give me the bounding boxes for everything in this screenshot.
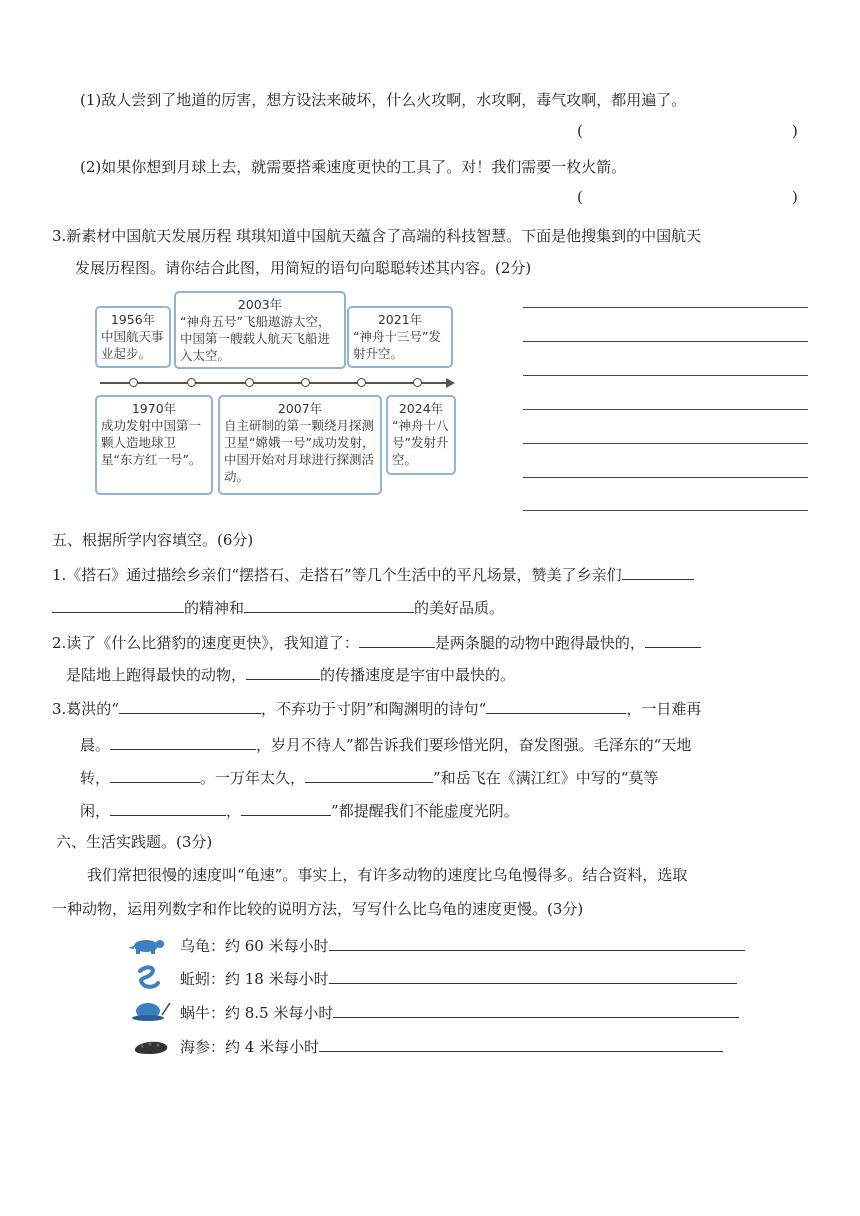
animal-speed-text: 蜗牛：约 8.5 米每小时 — [180, 1004, 334, 1022]
s6-paragraph-2: 一种动物，运用列数字和作比较的说明方法，写写什么比乌龟的速度更慢。(3分) — [52, 900, 584, 918]
section-6-title: 六、生活实践题。(3分) — [56, 833, 213, 851]
timeline-year: 2021年 — [377, 312, 423, 327]
answer-line[interactable] — [523, 375, 808, 376]
answer-line[interactable] — [523, 443, 808, 444]
s5-q2-line-1 — [52, 631, 701, 653]
q3-line-1: 3.新素材中国航天发展历程 琪琪知道中国航天蕴含了高端的科技智慧。下面是他搜集到的中国航天 — [52, 227, 702, 245]
answer-paren-close: ) — [792, 122, 798, 140]
s5-q1-line-2 — [52, 596, 504, 618]
timeline-text: 自主研制的第一颗绕月探测卫星“嫦娥一号”成功发射，中国开始对月球进行探测活动。 — [224, 418, 375, 484]
fill-blank[interactable] — [52, 596, 184, 613]
s5-q3-line-1 — [52, 697, 701, 719]
timeline-year: 2007年 — [277, 401, 323, 416]
timeline-box-2003 — [174, 291, 346, 369]
animal-row-turtle — [180, 934, 745, 956]
fill-blank[interactable] — [329, 934, 745, 951]
s5-q1-end: 的美好品质。 — [414, 599, 505, 617]
fill-blank[interactable] — [244, 596, 414, 613]
fill-blank[interactable] — [110, 766, 200, 783]
timeline-dot — [129, 378, 138, 387]
animal-row-sea-cucumber — [180, 1035, 723, 1057]
s6-paragraph-1: 我们常把很慢的速度叫“龟速”。事实上，有许多动物的速度比乌龟慢得多。结合资料，选取 — [87, 866, 688, 884]
s5-q3-text: ，不弃功于寸阴”和陶渊明的诗句“ — [260, 700, 487, 718]
timeline-dot — [357, 378, 366, 387]
timeline-year: 1956年 — [110, 312, 156, 327]
timeline-box-1956 — [95, 306, 171, 368]
s5-q3-text: 闲， — [80, 802, 111, 820]
animal-row-earthworm — [180, 967, 737, 989]
timeline-dot — [301, 378, 310, 387]
timeline-text: “神舟五号”飞船遨游太空，中国第一艘载人航天飞船进入太空。 — [180, 314, 331, 363]
timeline-box-1970 — [95, 395, 213, 495]
s5-q1-text: 1.《搭石》通过描绘乡亲们“摆搭石、走搭石”等几个生活中的平凡场景，赞美了乡亲们 — [52, 566, 622, 584]
s5-q3-line-2 — [80, 733, 691, 755]
s5-q3-text: 。一万年太久， — [200, 769, 306, 787]
s5-q3-text: ”都提醒我们不能虚度光阴。 — [331, 802, 519, 820]
s5-q2-text: 2.读了《什么比猎豹的速度更快》，我知道了： — [52, 634, 359, 652]
fill-blank[interactable] — [333, 1001, 739, 1018]
fill-blank[interactable] — [486, 697, 626, 714]
s5-q3-text: 3.葛洪的“ — [52, 700, 119, 718]
fill-blank[interactable] — [241, 799, 331, 816]
fill-blank[interactable] — [110, 733, 256, 750]
fill-blank[interactable] — [329, 967, 737, 984]
timeline-dot — [413, 378, 422, 387]
s5-q1-line-1 — [52, 563, 694, 585]
turtle-icon — [126, 935, 166, 955]
timeline-year: 2024年 — [398, 401, 444, 416]
s5-q3-text: ，一日难再 — [626, 700, 702, 718]
fill-blank[interactable] — [645, 631, 701, 648]
answer-line[interactable] — [523, 510, 808, 511]
q2-item-1: (1)敌人尝到了地道的厉害，想方设法来破坏，什么火攻啊，水攻啊，毒气攻啊，都用遍了。 — [80, 91, 687, 109]
fill-blank[interactable] — [246, 663, 320, 680]
timeline-arrow-icon — [446, 378, 455, 388]
s5-q3-line-4 — [80, 799, 519, 821]
fill-blank[interactable] — [119, 697, 261, 714]
snail-icon — [130, 999, 174, 1023]
s5-q2-end: 的传播速度是宇宙中最快的。 — [320, 666, 516, 684]
timeline-year: 1970年 — [131, 401, 177, 416]
animal-row-snail — [180, 1001, 739, 1023]
answer-paren-open: ( — [577, 188, 583, 206]
s5-q2-mid: 是两条腿的动物中跑得最快的， — [434, 634, 645, 652]
timeline-text: 成功发射中国第一颗人造地球卫星“东方红一号”。 — [101, 418, 202, 467]
s5-q3-text: ，岁月不待人”都告诉我们要珍惜光阴，奋发图强。毛泽东的“天地 — [256, 736, 692, 754]
s5-q3-text: ”和岳飞在《满江红》中写的“莫等 — [433, 769, 659, 787]
s5-q2-mid-2: 是陆地上跑得最快的动物， — [66, 666, 247, 684]
q3-line-2: 发展历程图。请你结合此图，用简短的语句向聪聪转述其内容。(2分) — [75, 259, 532, 277]
sea-cucumber-icon — [132, 1037, 170, 1057]
answer-line[interactable] — [523, 307, 808, 308]
fill-blank[interactable] — [622, 563, 694, 580]
timeline-year: 2003年 — [237, 297, 283, 312]
animal-speed-text: 海参：约 4 米每小时 — [180, 1038, 320, 1056]
answer-paren-open: ( — [577, 122, 583, 140]
s5-q1-mid: 的精神和 — [184, 599, 245, 617]
timeline-text: “神舟十八号”发射升空。 — [392, 418, 449, 467]
s5-q3-text: ， — [226, 802, 242, 820]
s5-q3-text: 晨。 — [80, 736, 111, 754]
timeline-box-2021 — [347, 306, 453, 368]
timeline-dot — [187, 378, 196, 387]
timeline-box-2007 — [218, 395, 382, 495]
answer-line[interactable] — [523, 477, 808, 478]
timeline-dot — [245, 378, 254, 387]
animal-speed-text: 蚯蚓：约 18 米每小时 — [180, 970, 329, 988]
s5-q2-line-2 — [66, 663, 515, 685]
timeline-box-2024 — [386, 395, 456, 475]
answer-line[interactable] — [523, 341, 808, 342]
fill-blank[interactable] — [305, 766, 433, 783]
s5-q3-text: 转， — [80, 769, 111, 787]
fill-blank[interactable] — [110, 799, 226, 816]
animal-speed-text: 乌龟：约 60 米每小时 — [180, 937, 329, 955]
answer-line[interactable] — [523, 409, 808, 410]
answer-paren-close: ) — [792, 188, 798, 206]
fill-blank[interactable] — [359, 631, 435, 648]
fill-blank[interactable] — [319, 1035, 723, 1052]
timeline-axis — [100, 382, 450, 384]
section-5-title: 五、根据所学内容填空。(6分) — [52, 531, 254, 549]
earthworm-icon — [134, 963, 162, 991]
s5-q3-line-3 — [80, 766, 658, 788]
q2-item-2: (2)如果你想到月球上去，就需要搭乘速度更快的工具了。对！我们需要一枚火箭。 — [80, 158, 627, 176]
timeline-text: “神舟十三号”发射升空。 — [353, 329, 441, 361]
timeline-text: 中国航天事业起步。 — [101, 329, 164, 361]
